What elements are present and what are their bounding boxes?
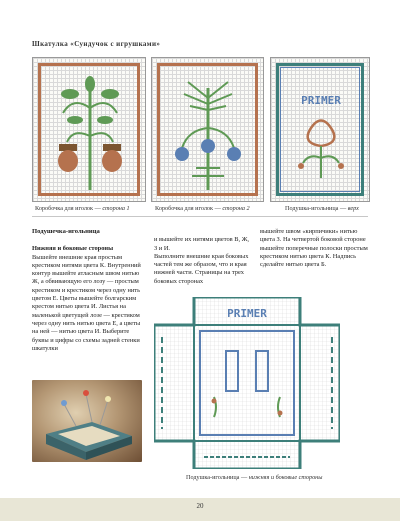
caption-chart-3: Подушка-игольница — верх	[285, 205, 359, 212]
caption-chart-1: Коробочка для иголок — сторона 1	[35, 205, 130, 212]
section-title: Подушечка-игольница	[32, 228, 100, 235]
chart-pincushion-bottom-sides	[154, 297, 340, 469]
cornflower-motif-icon	[152, 58, 264, 202]
primer-word: PRIMER	[301, 94, 341, 107]
body-text-2: и вышейте их нитями цветов В, Ж, З и И. Выполните внешние края боковых частей тем же образом, что и края нижней части. Страницы на трех боковых сторонах	[154, 236, 250, 285]
body-text-1: Вышейте внешние края простым крестиком нитями цвета К. Внутренний контур вышейте атласным швом нитью Ж, а обвивающую его лозу — простым крестиком и крестиком через одну нить цветом Е. Цветы вышейте болгарским крестом нитью цвета И. Листья на маленькой цветущей лозе — крестиком через одну нить нитью цвета Е, а цветы на ней — нитью цвета И. Выберите буквы и цифры со схемы задней стенки шкатулки	[32, 253, 141, 352]
body-text-3: вышейте швом «кирпичики» нитью цвета З. На четвертой боковой стороне вышейте поперечные полоски простым крестиком нитью цвета К. Надпись сделайте нитью цвета Б.	[260, 228, 368, 269]
pincushion-photo	[32, 380, 142, 462]
pincushion-image-icon	[32, 380, 142, 462]
caption-chart-4: Подушка-игольница — нижняя и боковые стороны	[186, 474, 323, 481]
chart-needle-box-side-2	[151, 57, 264, 202]
primer-word-side: PRIMER	[227, 307, 267, 320]
page-number: 20	[196, 502, 204, 510]
knot-motif-icon	[271, 58, 370, 202]
text-column-2	[154, 228, 250, 294]
section-subtitle: Нижняя и боковые стороны	[32, 245, 114, 253]
pincushion-net-diagram	[154, 297, 340, 469]
running-header: Шкатулка «Сундучок с игрушками»	[32, 40, 161, 48]
divider	[32, 216, 368, 217]
caption-chart-2: Коробочка для иголок — сторона 2	[155, 205, 250, 212]
text-column-1	[32, 228, 142, 353]
chart-needle-box-side-1	[32, 57, 146, 202]
text-column-3	[260, 228, 368, 269]
chart-pincushion-top	[270, 57, 370, 202]
acorn-motif-icon	[33, 58, 146, 202]
